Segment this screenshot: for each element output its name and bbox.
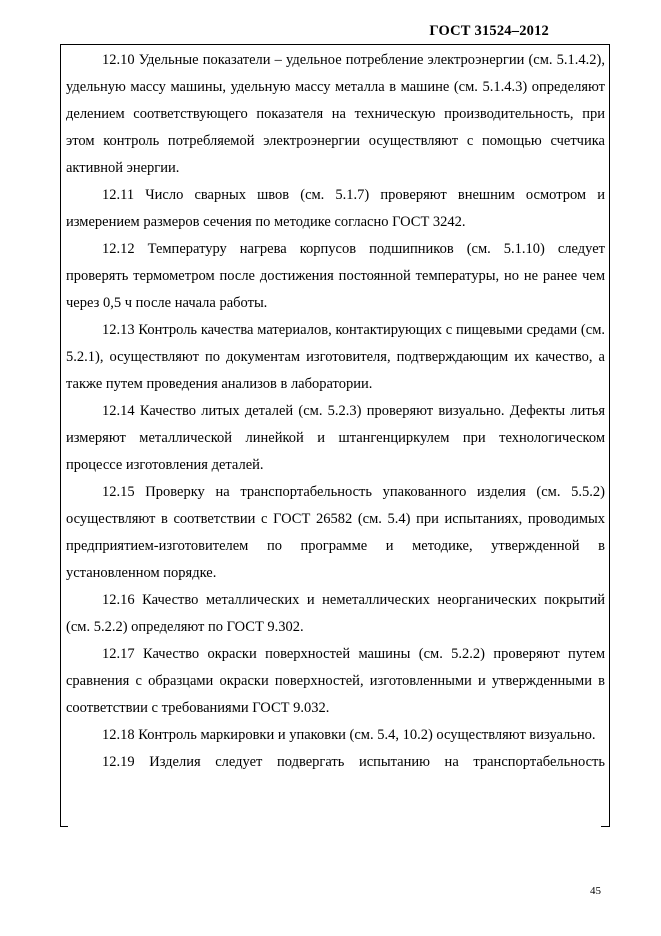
document-body	[66, 47, 605, 776]
paragraph-12-19: 12.19 Изделия следует подвергать испытанию на транспортабельность	[102, 754, 605, 770]
document-code-header: ГОСТ 31524–2012	[429, 23, 549, 39]
paragraph-12-12: 12.12 Температуру нагрева корпусов подшипников (см. 5.1.10) следует проверять термометром после достижения постоянной температуры, но не ранее чем через 0,5 ч после начала работы.	[66, 241, 605, 311]
paragraph-12-13: 12.13 Контроль качества материалов, контактирующих с пищевыми средами (см. 5.2.1), осуществляют по документам изготовителя, подтверждающим их качество, а также путем проведения анализов в лаборатории.	[66, 322, 605, 392]
paragraph-12-18: 12.18 Контроль маркировки и упаковки (см. 5.4, 10.2) осуществляют визуально.	[102, 727, 596, 743]
paragraph-12-17: 12.17 Качество окраски поверхностей машины (см. 5.2.2) проверяют путем сравнения с образцами окраски поверхностей, изготовленными и утвержденными в соответствии с требованиями ГОСТ 9.032.	[66, 646, 605, 716]
paragraph-12-11: 12.11 Число сварных швов (см. 5.1.7) проверяют внешним осмотром и измерением размеров сечения по методике согласно ГОСТ 3242.	[66, 187, 605, 230]
frame-corner-right	[601, 826, 610, 827]
paragraph-12-14: 12.14 Качество литых деталей (см. 5.2.3) проверяют визуально. Дефекты литья измеряют металлической линейкой и штангенциркулем при технологическом процессе изготовления деталей.	[66, 403, 605, 473]
paragraph-12-16: 12.16 Качество металлических и неметаллических неорганических покрытий (см. 5.2.2) определяют по ГОСТ 9.302.	[66, 592, 605, 635]
page-number: 45	[590, 885, 601, 897]
frame-corner-left	[60, 826, 68, 827]
paragraph-12-10: 12.10 Удельные показатели – удельное потребление электроэнергии (см. 5.1.4.2), удельную массу машины, удельную массу металла в машине (см. 5.1.4.3) определяют делением соответствующего показателя на техническую производительность, при этом контроль потребляемой электроэнергии осуществляют с помощью счетчика активной энергии.	[66, 52, 605, 176]
paragraph-12-15: 12.15 Проверку на транспортабельность упакованного изделия (см. 5.5.2) осуществляют в соответствии с ГОСТ 26582 (см. 5.4) при испытаниях, проводимых предприятием-изготовителем по программе и методике, утвержденной в установленном порядке.	[66, 484, 605, 581]
